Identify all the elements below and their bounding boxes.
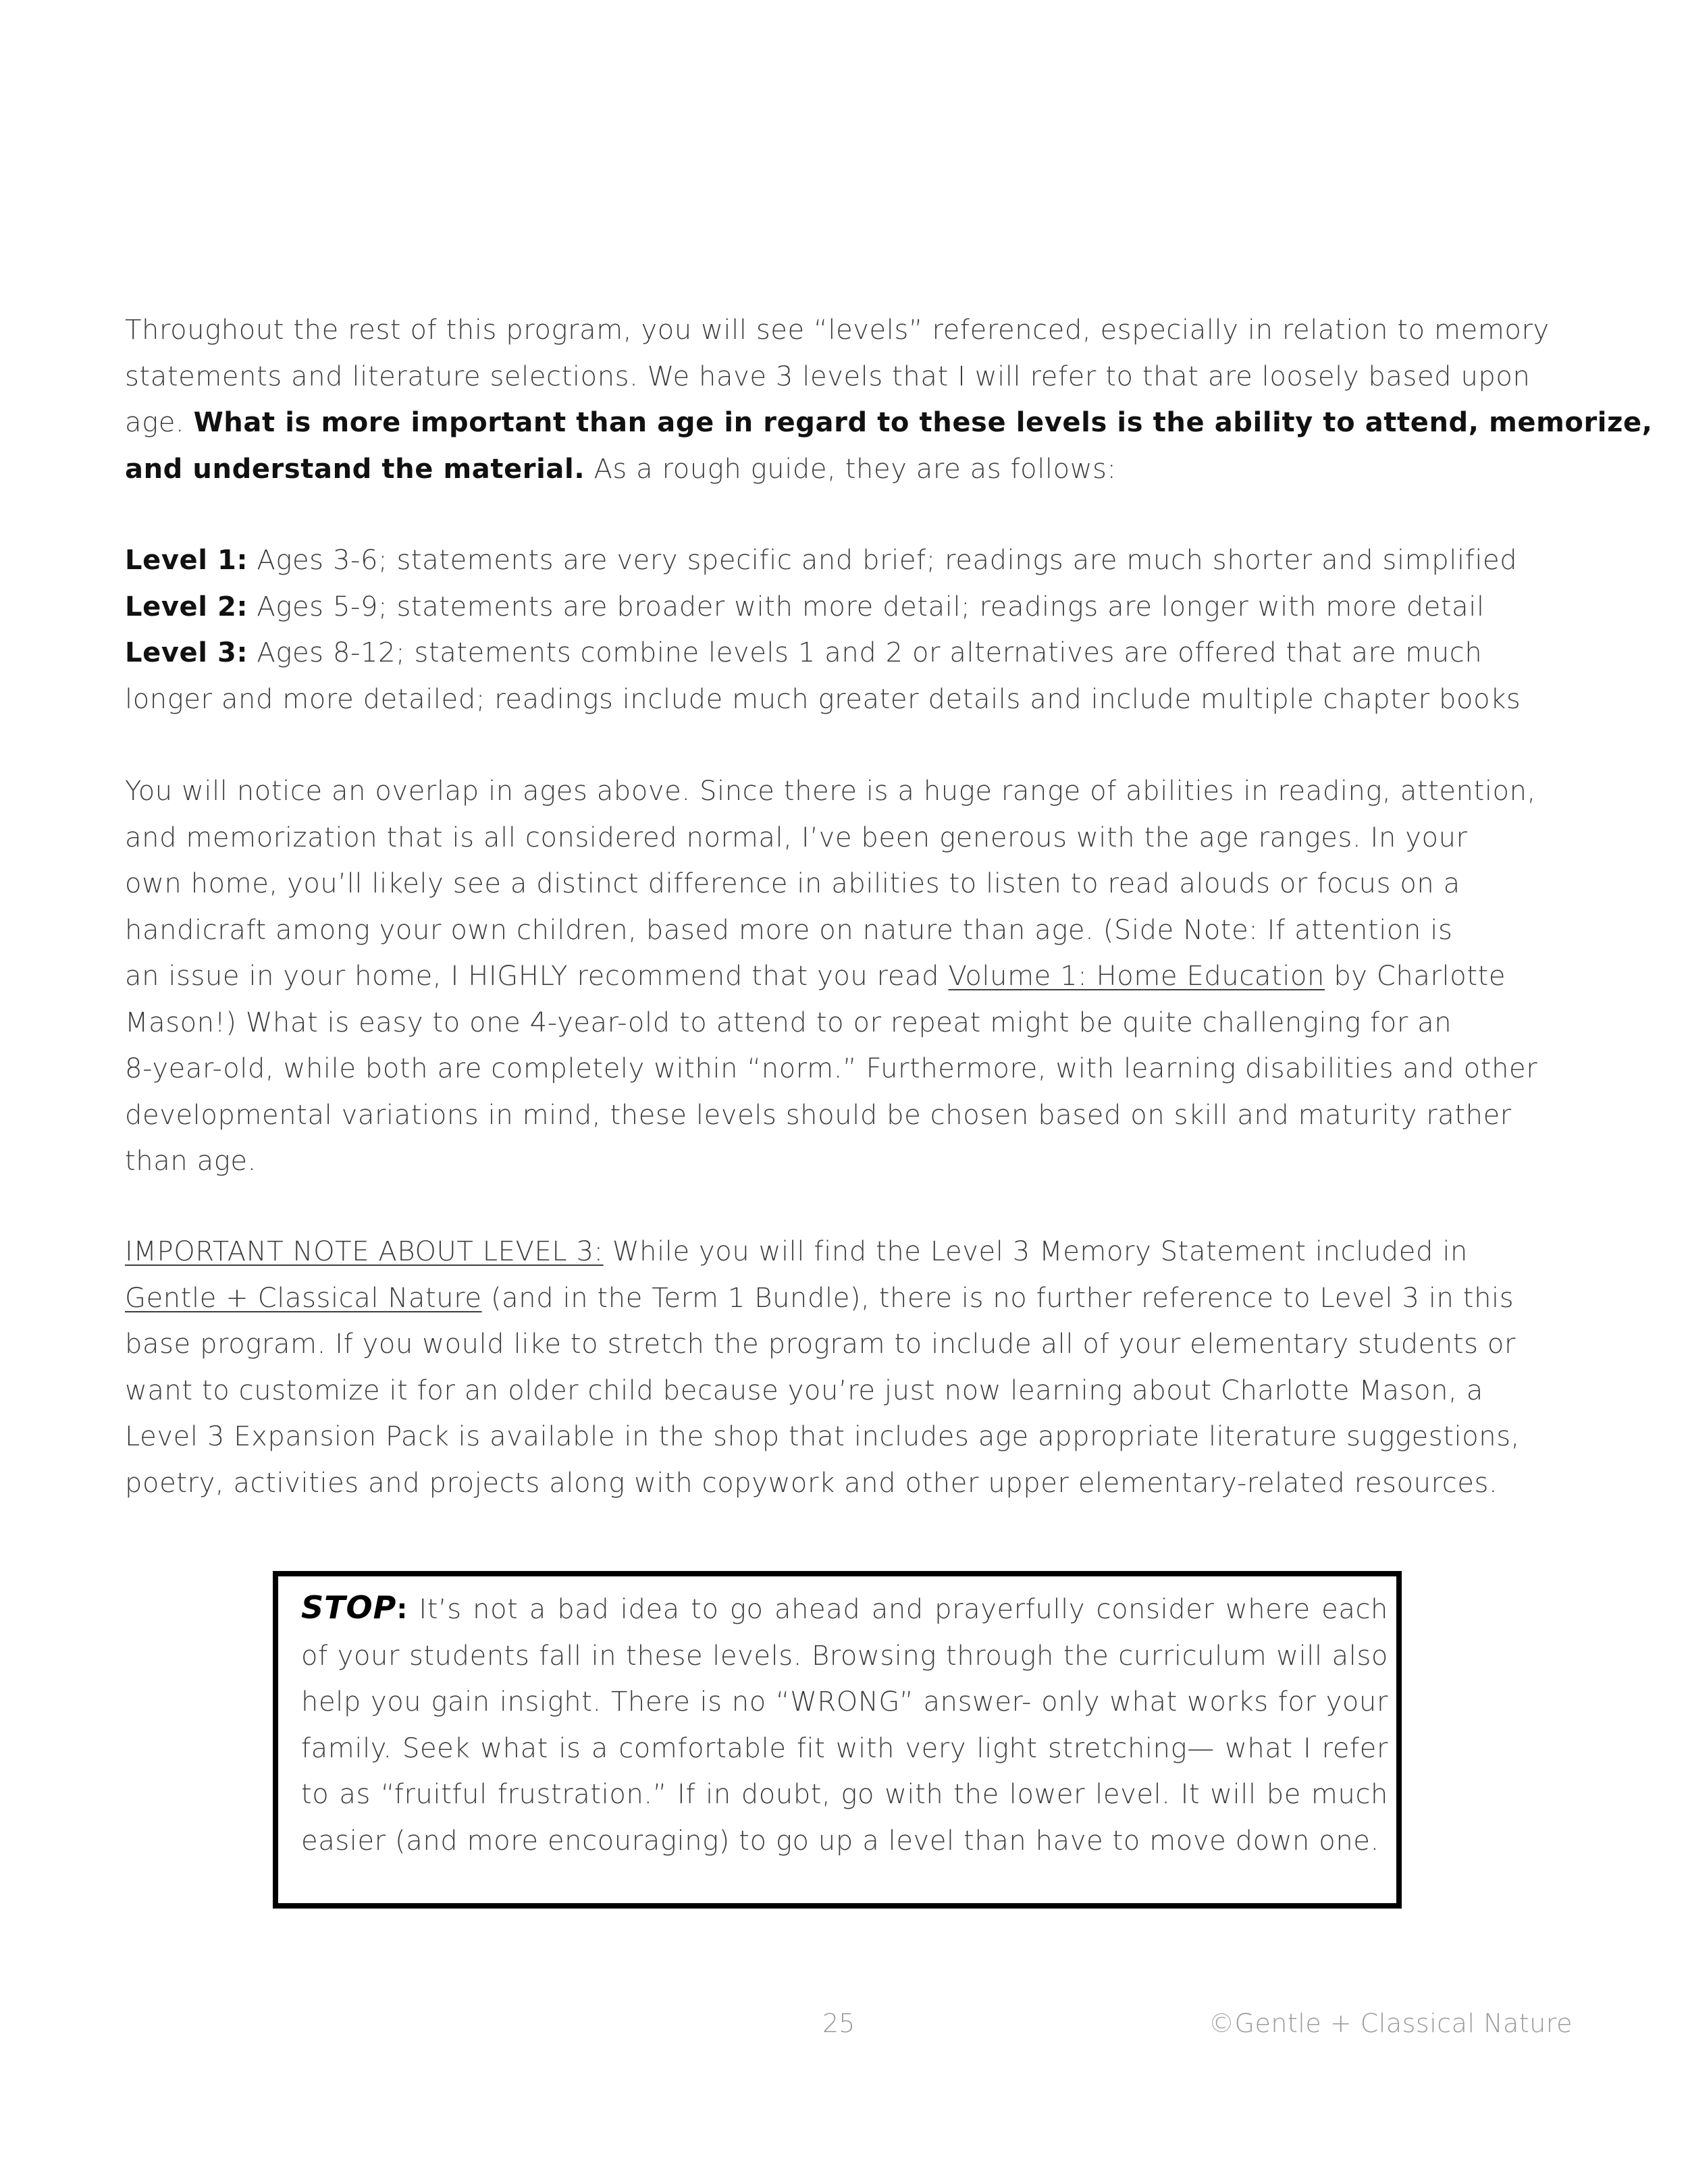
intro-line-3	[125, 400, 1653, 446]
stop-callout-text	[301, 1584, 1388, 1864]
intro-emphasis-part-2: and understand the material.	[125, 453, 585, 485]
intro-line-1: Throughout the rest of this program, you will see “levels” referenced, especially in relation to memory	[125, 315, 1550, 346]
intro-guide-text: As a rough guide, they are as follows:	[585, 453, 1117, 485]
book-title-gentle-classical-nature: Gentle + Classical Nature	[125, 1282, 482, 1314]
level-1-text: Ages 3-6; statements are very specific and brief; readings are much shorter and simplified	[248, 545, 1518, 576]
level-2-text: Ages 5-9; statements are broader with more detail; readings are longer with more detail	[248, 591, 1485, 622]
level-1-label: Level 1:	[125, 545, 248, 576]
overlap-paragraph	[125, 768, 1570, 1185]
important-line-1	[125, 1229, 1570, 1275]
intro-emphasis-part-1: What is more important than age in regard to these levels is the ability to attend, memorize,	[193, 407, 1653, 438]
notice-line-9: than age.	[125, 1146, 257, 1177]
notice-line-6: Mason!) What is easy to one 4-year-old to attend to or repeat might be quite challenging for an	[125, 1007, 1452, 1038]
intro-line-4	[125, 446, 1570, 493]
page-number: 25	[822, 2008, 855, 2038]
important-line-2-rest: (and in the Term 1 Bundle), there is no further reference to Level 3 in this	[481, 1282, 1514, 1314]
stop-callout-box	[273, 1571, 1402, 1909]
important-line-2	[125, 1275, 1570, 1322]
intro-line-2: statements and literature selections. We have 3 levels that I will refer to that are loosely based upon	[125, 361, 1531, 392]
notice-line-5	[125, 953, 1570, 1000]
notice-line-1: You will notice an overlap in ages above. Since there is a huge range of abilities in reading, attention,	[125, 776, 1536, 807]
stop-colon: :	[396, 1594, 408, 1625]
level-3-label: Level 3:	[125, 637, 248, 668]
important-note-heading: IMPORTANT NOTE ABOUT LEVEL 3:	[125, 1236, 604, 1267]
notice-line-2: and memorization that is all considered normal, I’ve been generous with the age ranges. In your	[125, 822, 1468, 853]
stop-label: STOP	[301, 1589, 397, 1626]
level-2-item	[125, 584, 1570, 631]
notice-line-3: own home, you’ll likely see a distinct difference in abilities to listen to read alouds or focus on a	[125, 868, 1460, 899]
notice-line-5-end: by Charlotte	[1325, 961, 1506, 992]
level-3-item-continued: longer and more detailed; readings include much greater details and include multiple chapter books	[125, 683, 1521, 715]
notice-line-4: handicraft among your own children, based more on nature than age. (Side Note: If attention is	[125, 914, 1453, 946]
intro-paragraph	[125, 307, 1653, 492]
important-line-6: poetry, activities and projects along with copywork and other upper elementary-related resources.	[125, 1467, 1498, 1499]
intro-age-text: age.	[125, 407, 194, 438]
book-title-home-education: Volume 1: Home Education	[948, 961, 1325, 992]
important-note-paragraph	[125, 1229, 1570, 1506]
important-line-3: base program. If you would like to stretch the program to include all of your elementary students or	[125, 1329, 1516, 1360]
stop-body: It’s not a bad idea to go ahead and prayerfully consider where each of your students fall in these levels. Browsing through the curriculum will also help you gain insight. There is no “WRONG” answer- only what works for your family. Seek what is a comfortable fit with very light stretching— what I refer to as “fruitful frustration.” If in doubt, go with the lower level. It will be much easier (and more encouraging) to go up a level than have to move down one.	[301, 1594, 1388, 1857]
notice-line-8: developmental variations in mind, these levels should be chosen based on skill and maturity rather	[125, 1099, 1512, 1131]
important-line-1-rest: While you will find the Level 3 Memory Statement included in	[603, 1236, 1468, 1267]
level-3-item	[125, 630, 1570, 676]
copyright-footer: ©Gentle + Classical Nature	[1209, 2008, 1573, 2038]
levels-list	[125, 537, 1570, 722]
level-1-item	[125, 537, 1570, 584]
important-line-4: want to customize it for an older child because you’re just now learning about Charlotte Mason, a	[125, 1375, 1483, 1406]
notice-line-5-start: an issue in your home, I HIGHLY recommend that you read	[125, 961, 949, 992]
important-line-5: Level 3 Expansion Pack is available in the shop that includes age appropriate literature suggestions,	[125, 1421, 1520, 1452]
level-3-text: Ages 8-12; statements combine levels 1 and 2 or alternatives are offered that are much	[248, 637, 1483, 668]
notice-line-7: 8-year-old, while both are completely within “norm.” Furthermore, with learning disabilities and other	[125, 1053, 1538, 1084]
level-2-label: Level 2:	[125, 591, 248, 622]
